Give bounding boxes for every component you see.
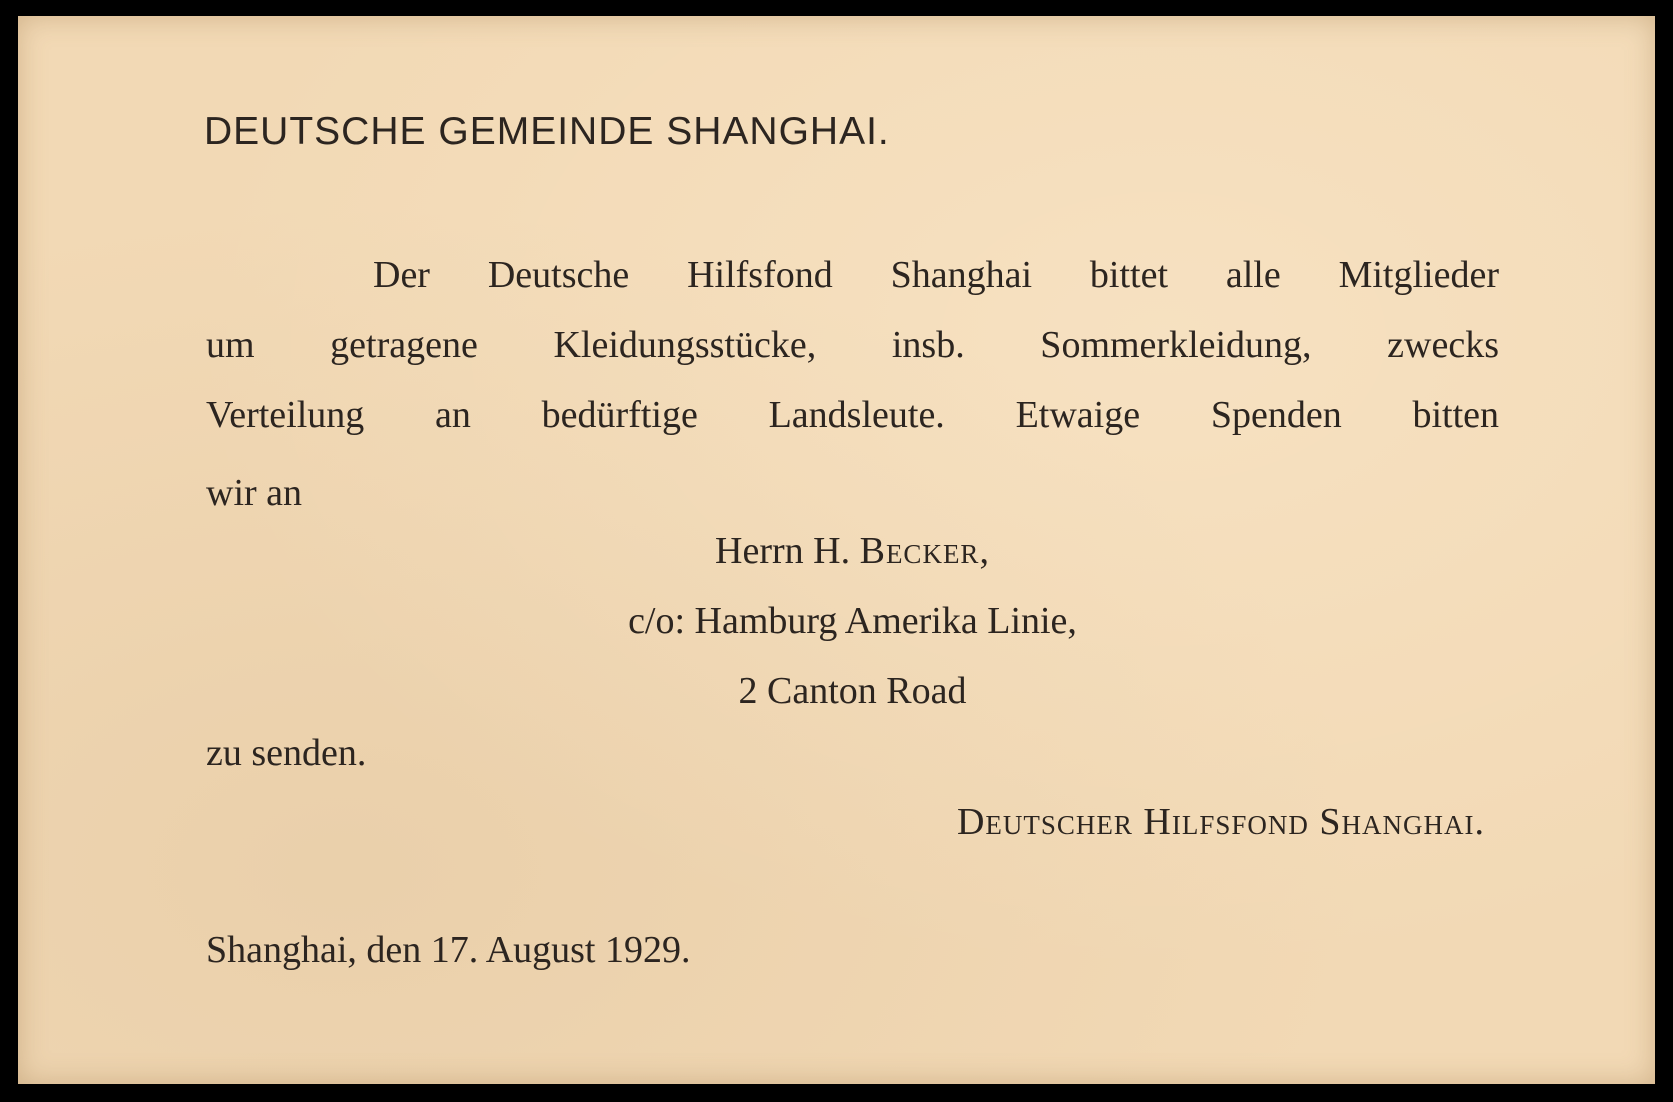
card-heading: DEUTSCHE GEMEINDE SHANGHAI.: [204, 110, 890, 153]
address-surname: Becker,: [859, 530, 990, 572]
date-line: Shanghai, den 17. August 1929.: [206, 929, 691, 971]
closing-zu-senden: zu senden.: [206, 732, 367, 774]
signature: Deutscher Hilfsfond Shanghai.: [956, 801, 1485, 843]
postcard: [18, 16, 1655, 1084]
body-line-3: Verteilung an bedürftige Landsleute. Etwaige Spenden bitten: [206, 394, 1499, 436]
address-name-prefix: Herrn H.: [715, 530, 860, 572]
body-line-1: Der Deutsche Hilfsfond Shanghai bittet alle Mitglieder: [373, 254, 1499, 296]
body-line-2: um getragene Kleidungsstücke, insb. Sommerkleidung, zwecks: [206, 324, 1499, 366]
address-care-of: c/o: Hamburg Amerika Linie,: [628, 600, 1077, 642]
body-line-4: wir an: [206, 472, 303, 514]
address-street: 2 Canton Road: [738, 670, 967, 712]
address-name: [206, 529, 1499, 573]
